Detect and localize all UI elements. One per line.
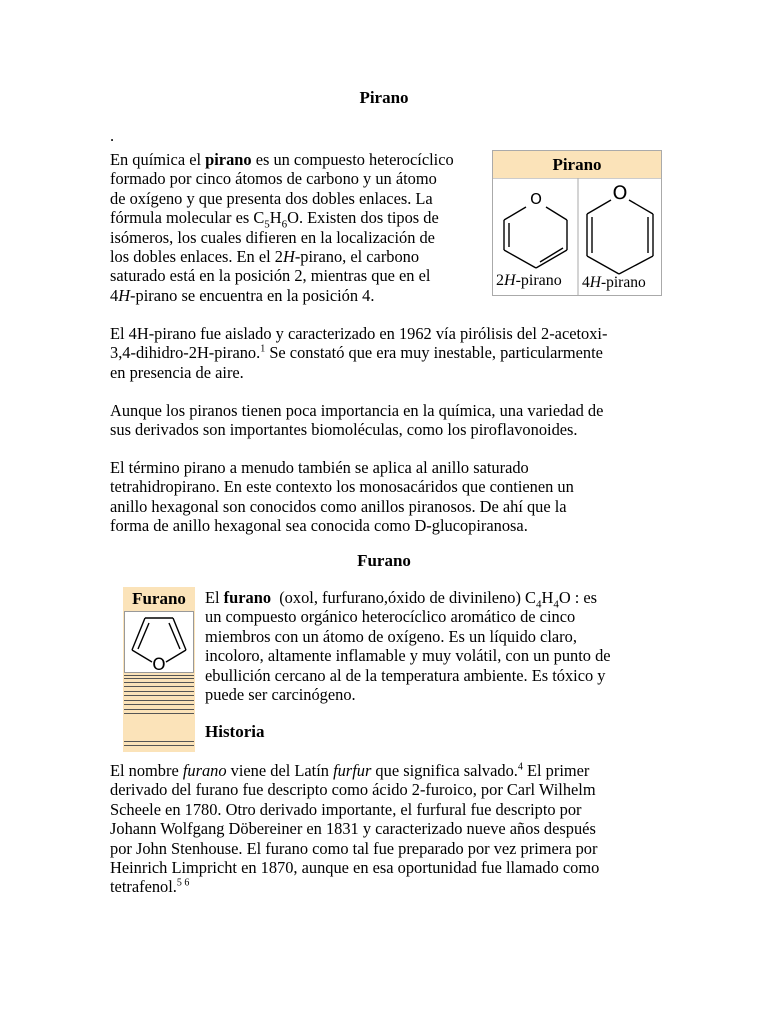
historia-title: Historia: [205, 722, 265, 741]
2h-pyran-caption: 2H-pirano: [496, 272, 562, 289]
pirano-infobox: [492, 150, 662, 296]
2h-pyran-structure: [504, 207, 567, 268]
pirano-title: Pirano: [359, 88, 409, 107]
pirano-paragraph-1: En química el pirano es un compuesto heterocíclico formado por cinco átomos de carbono y un átomo de oxígeno y que presenta dos dobles enlaces. La fórmula molecular es $C_5H_6O$. Existen dos tipos de isómeros, los cuales difieren en la localización de los dobles enlaces. En el 2H-pirano, el carbono saturado está en la posición 2, mientras que en el 4H-pirano se encuentra en la posición 4.: [110, 150, 454, 305]
stray-dot: .: [110, 126, 115, 145]
4h-pyran-structure: [587, 200, 653, 274]
furan-oxygen-label: O: [152, 655, 166, 672]
4h-pyran-oxygen-label: O: [612, 182, 628, 204]
furano-paragraph-1: El furano (oxol, furfurano,óxido de divinileno) $C_4H_4O$ : es un compuesto orgánico heterocíclico aromático de cinco miembros con un átomo de oxígeno. Es un líquido claro, incoloro, altamente inflamable y muy volátil, con un punto de ebullición cercano al de la temperatura ambiente. Es tóxico y puede ser carcinógeno.: [205, 588, 611, 705]
furano-infobox: [123, 587, 195, 752]
4h-pyran-caption: 4H-pirano: [582, 274, 646, 291]
furan-structure: [125, 612, 193, 672]
2h-pyran-oxygen-label: O: [530, 190, 542, 208]
pirano-paragraph-4: El término pirano a menudo también se aplica al anillo saturado tetrahidropirano. En este contexto los monosacáridos que contienen un anillo hexagonal son conocidos como anillos piranosos. De ahí que la forma de anillo hexagonal sea conocida como D-glucopiranosa.: [110, 458, 574, 536]
historia-paragraph: El nombre furano viene del Latín furfur que significa salvado.$^4$ El primer derivado del furano fue descripto como ácido 2-furoico, por Carl Wilhelm Scheele en 1780. Otro derivado importante, el furfural fue descripto por Johann Wolfgang Döbereiner en 1831 y caracterizado nueve años después por John Stenhouse. El furano como tal fue preparado por vez primera por Heinrich Limpricht en 1870, aunque en esa oportunidad fue llamado como tetrafenol.$^{5 6}$: [110, 761, 600, 897]
pirano-paragraph-3: Aunque los piranos tienen poca importancia en la química, una variedad de sus derivados son importantes biomoléculas, como los piroflavonoides.: [110, 401, 604, 440]
pirano-paragraph-2: El 4H-pirano fue aislado y caracterizado en 1962 vía pirólisis del 2-acetoxi- 3,4-dihidro-2H-pirano.$^1$ Se constató que era muy inestable, particularmente en presencia de aire.: [110, 324, 608, 382]
pirano-infobox-title: Pirano: [493, 151, 661, 179]
furano-title: Furano: [357, 551, 411, 570]
furano-infobox-title: Furano: [132, 589, 186, 608]
furano-structure-image: [124, 611, 194, 673]
